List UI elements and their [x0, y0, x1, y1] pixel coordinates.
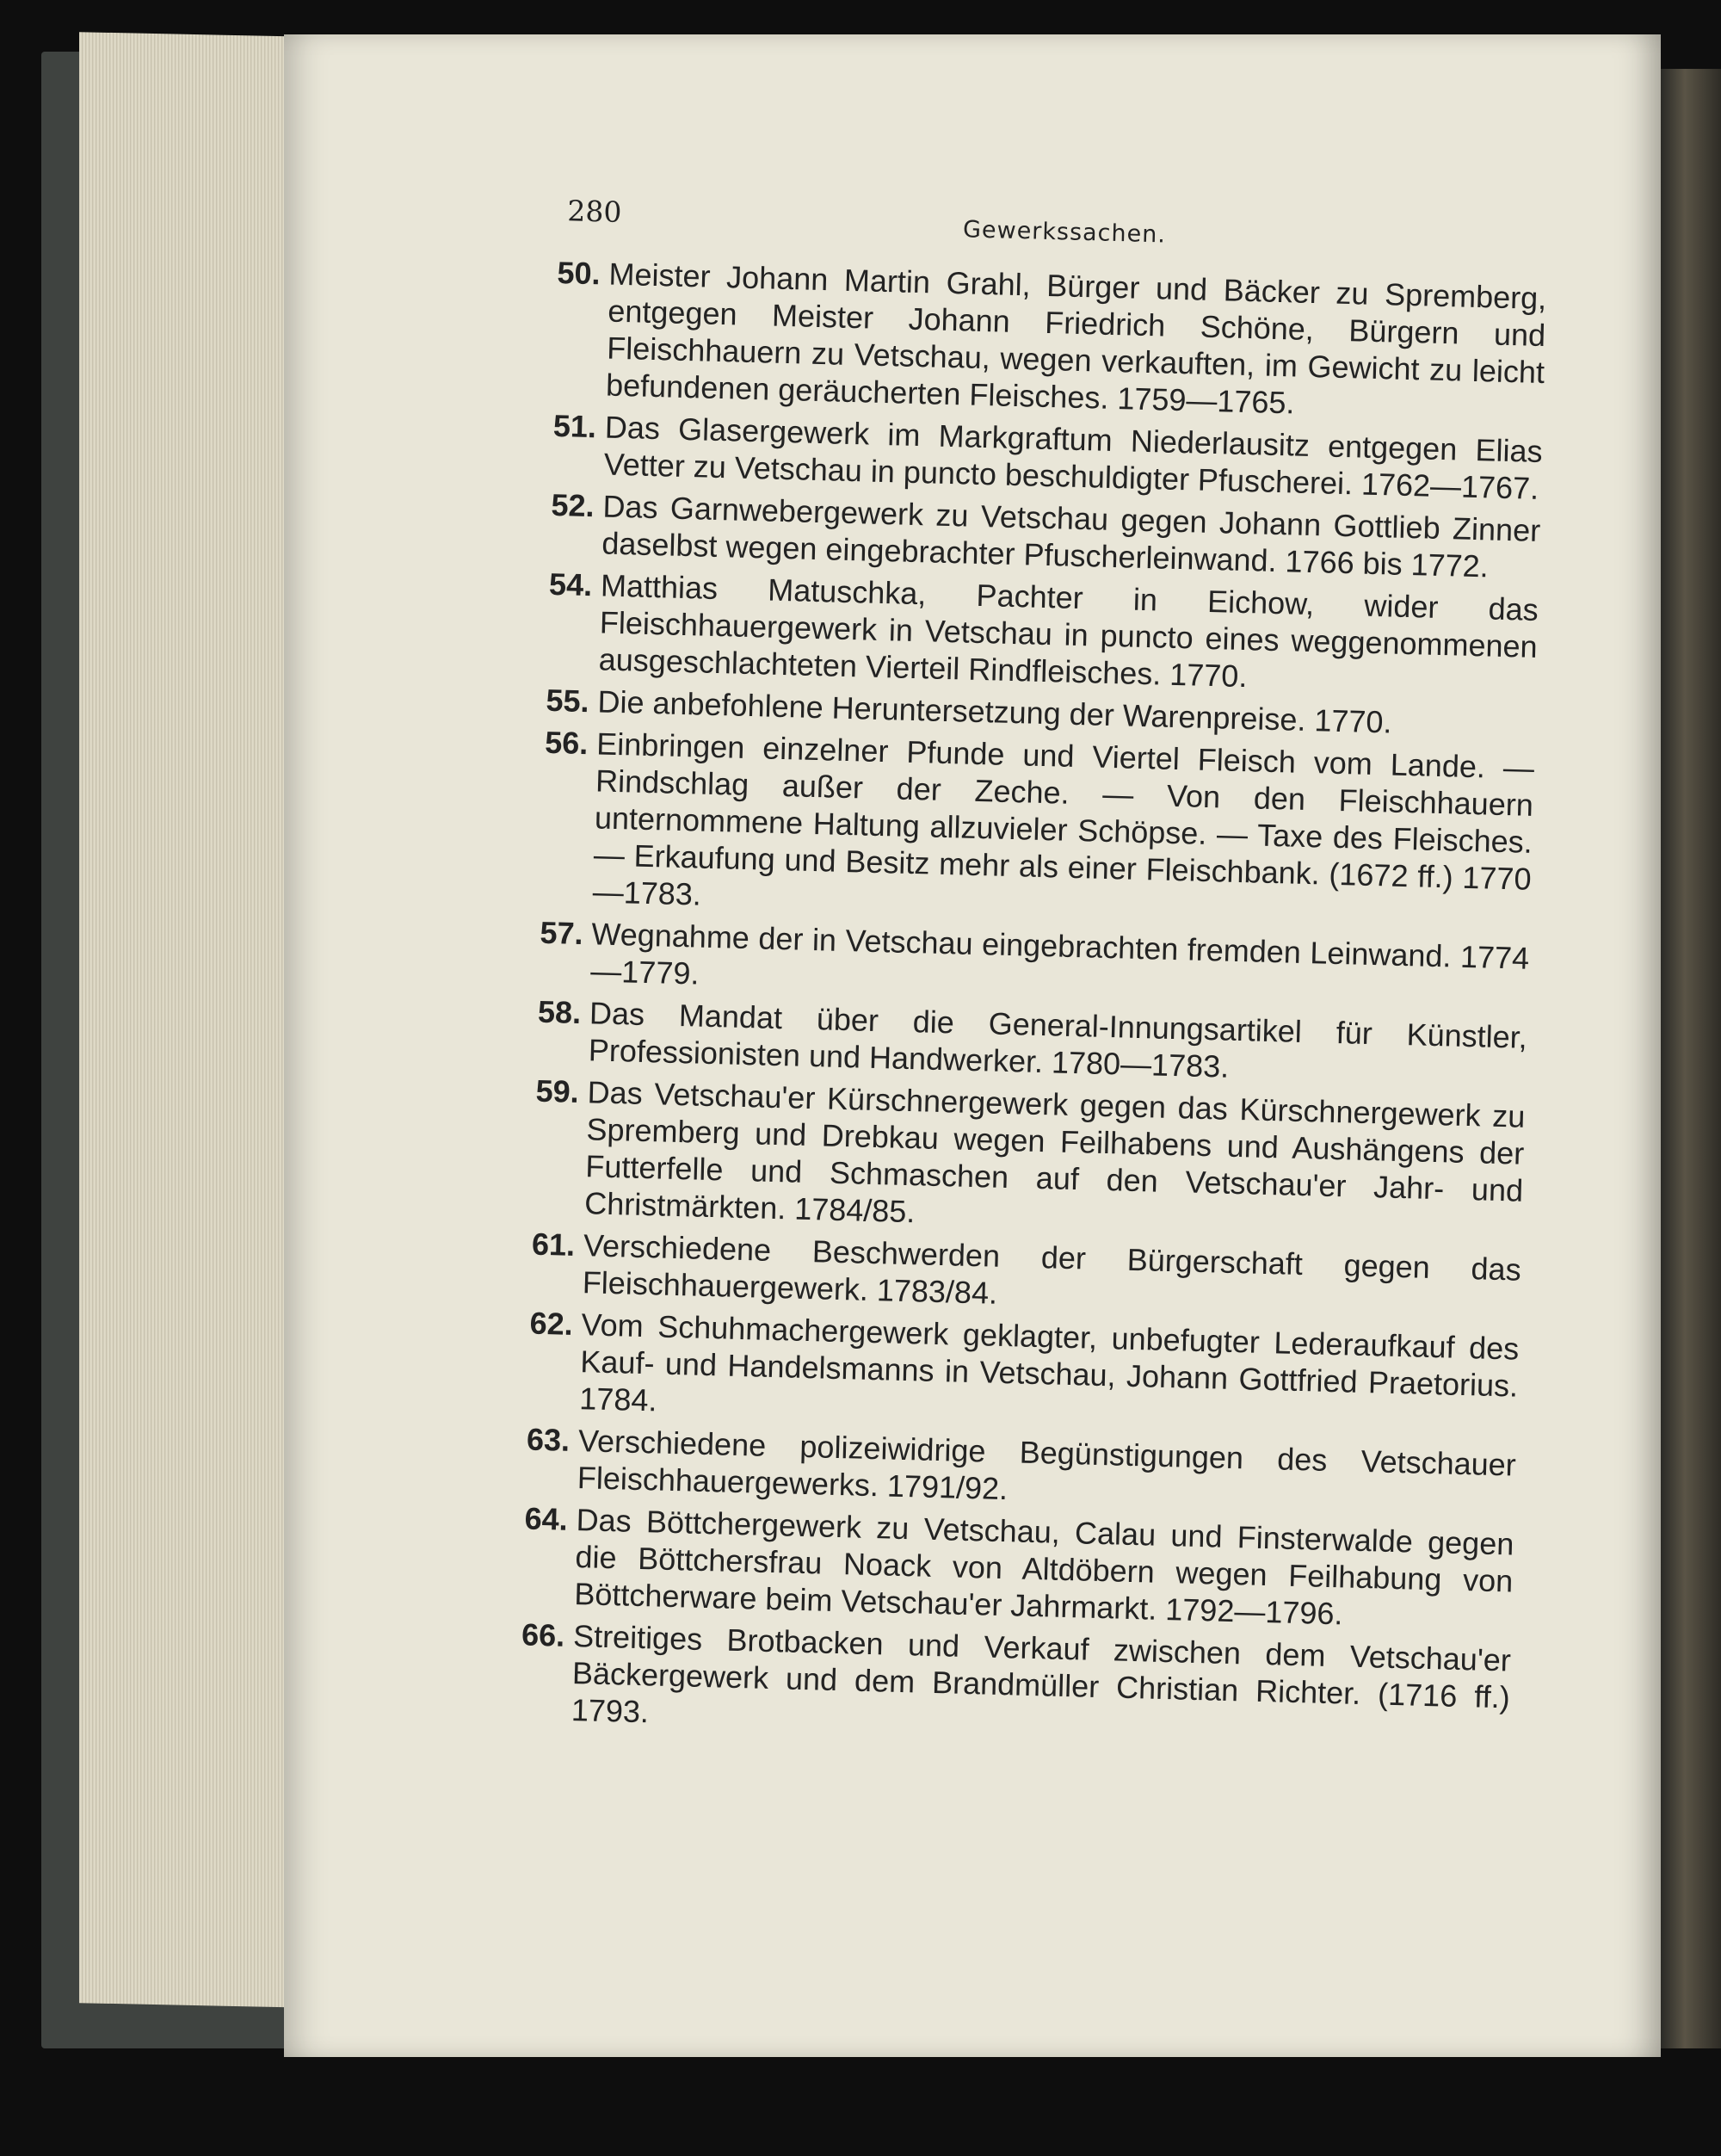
page-text-block — [519, 194, 1548, 1758]
entry-number: 62. — [529, 1305, 574, 1342]
list-item — [527, 1305, 1520, 1442]
entry-number: 57. — [539, 914, 584, 952]
entry-text: Das Vetschau'er Kürschnergewerk gegen das Kürschnergewerk zu Spremberg und Drebkau wegen Feilhabens und Aushängens der Futterfelle und Schmaschen auf den Vetschau'er Jahr- und Christmärkten. 1784/85. — [583, 1074, 1526, 1230]
list-item — [519, 1615, 1511, 1752]
entry-number: 50. — [557, 254, 601, 292]
entry-text: Meister Johann Martin Grahl, Bürger und Bäcker zu Spremberg, entgegen Meister Johann Friedrich Schöne, Bürgern und Fleischhauern zu Vetschau, wegen verkauften, im Gewicht zu leicht befundenen geräucherten Fleisches. 1759—1765. — [605, 256, 1547, 421]
facing-page-edge — [1661, 69, 1721, 2048]
list-item — [554, 254, 1547, 428]
list-item — [533, 1072, 1526, 1246]
entry-number: 58. — [537, 993, 582, 1030]
entry-number: 64. — [524, 1500, 569, 1537]
entry-number: 54. — [548, 565, 593, 603]
entry-text: Verschiedene Beschwerden der Bürgerschaft gegen das Fleischhauergewerk. 1783/84. — [582, 1227, 1522, 1311]
entry-number: 56. — [544, 724, 589, 762]
entry-text: Verschiedene polizeiwidrige Begünstigungen des Vetschauer Fleischhauergewerks. 1791/92. — [577, 1423, 1517, 1507]
entry-text: Das Mandat über die General-Innungsartikel für Künstler, Professionisten und Handwerker. 1780—1783. — [588, 995, 1528, 1084]
entry-text: Das Garnwebergewerk zu Vetschau gegen Johann Gottlieb Zinner daselbst wegen eingebrachter Pfuscherleinwand. 1766 bis 1772. — [601, 488, 1541, 584]
entry-number: 55. — [546, 682, 590, 720]
entry-text: Streitiges Brotbacken und Verkauf zwischen dem Vetschau'er Bäckergewerk und dem Brandmüller Christian Richter. (1716 ff.) 1793. — [571, 1618, 1512, 1730]
entry-number: 51. — [552, 407, 597, 445]
entry-number: 63. — [526, 1421, 571, 1458]
entry-text: Vom Schuhmachergewerk geklagter, unbefugter Lederaufkauf des Kauf- und Handelsmanns in Vetschau, Johann Gottfried Praetorius. 1784. — [578, 1307, 1520, 1418]
list-item — [522, 1499, 1514, 1636]
list-item — [540, 724, 1534, 935]
entry-number: 66. — [521, 1616, 565, 1653]
entry-text: Einbringen einzelner Pfunde und Viertel Fleisch vom Lande. — Rindschlag außer der Zeche. — Von den Fleischhauern unternommene Haltung allzuvieler Schöpse. — Taxe des Fleisches. — Erkaufung und Besitz mehr als einer Fleischbank. (1672 ff.) 1770—1783. — [592, 726, 1535, 912]
list-item — [546, 565, 1539, 702]
running-title: Gewerkssachen. — [962, 216, 1167, 249]
entry-number: 61. — [531, 1226, 576, 1263]
entry-number: 52. — [551, 486, 595, 524]
entry-text: Matthias Matuschka, Pachter in Eichow, wider das Fleischhauergewerk in Vetschau in puncto eines weggenommenen ausgeschlachteten Vierteil Rindfleisches. 1770. — [598, 567, 1539, 695]
entry-text: Das Glasergewerk im Markgraftum Niederlausitz entgegen Elias Vetter zu Vetschau in puncto beschuldigter Pfuscherei. 1762—1767. — [603, 409, 1544, 506]
entry-number: 59. — [535, 1072, 580, 1109]
entry-text: Wegnahme der in Vetschau eingebrachten fremden Leinwand. 1774—1779. — [589, 916, 1530, 992]
entry-text: Die anbefohlene Heruntersetzung der Warenpreise. 1770. — [597, 683, 1393, 740]
entry-text: Das Böttchergewerk zu Vetschau, Calau und Finsterwalde gegen die Böttchersfrau Noack von Altdöbern wegen Feilhabung von Böttcherware beim Vetschau'er Jahrmarkt. 1792—1796. — [573, 1502, 1514, 1632]
page-stack-edge — [79, 32, 310, 2008]
page-number: 280 — [566, 194, 622, 229]
